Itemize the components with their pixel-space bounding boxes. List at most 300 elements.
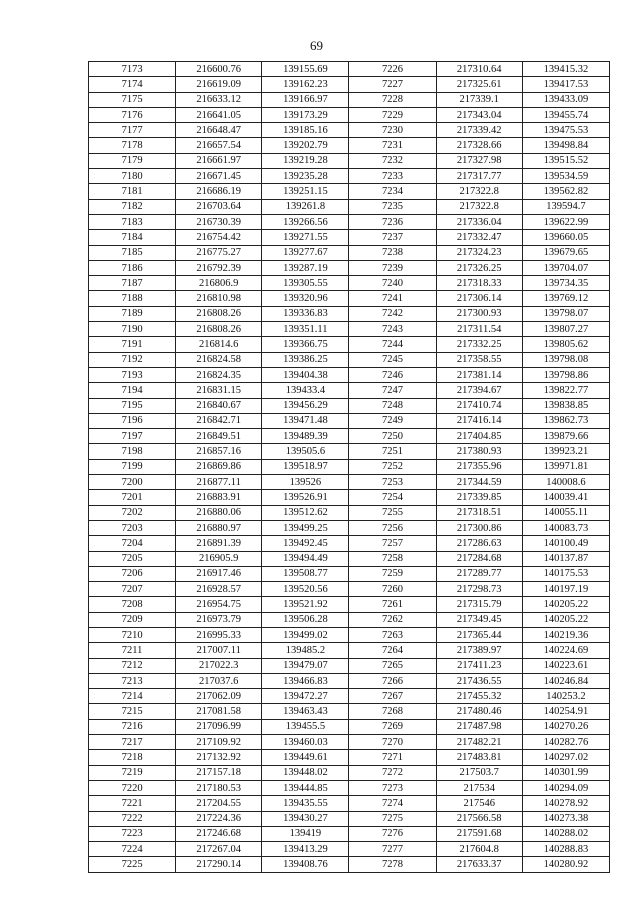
point-number-cell: 7222 bbox=[89, 811, 176, 826]
y-coordinate-cell: 140273.38 bbox=[522, 811, 609, 826]
point-number-cell: 7226 bbox=[349, 62, 436, 77]
y-coordinate-cell: 139526 bbox=[262, 475, 349, 490]
y-coordinate-cell: 139433.09 bbox=[522, 92, 609, 107]
table-row bbox=[89, 306, 610, 321]
y-coordinate-cell: 139466.83 bbox=[262, 673, 349, 688]
x-coordinate-cell: 217455.32 bbox=[436, 689, 522, 704]
table-row bbox=[89, 765, 610, 780]
x-coordinate-cell: 217411.23 bbox=[436, 658, 522, 673]
point-number-cell: 7225 bbox=[89, 857, 176, 872]
point-number-cell: 7233 bbox=[349, 169, 436, 184]
y-coordinate-cell: 140288.02 bbox=[522, 826, 609, 841]
point-number-cell: 7196 bbox=[89, 413, 176, 428]
x-coordinate-cell: 217204.55 bbox=[176, 796, 262, 811]
point-number-cell: 7230 bbox=[349, 123, 436, 138]
y-coordinate-cell: 139862.73 bbox=[522, 413, 609, 428]
point-number-cell: 7278 bbox=[349, 857, 436, 872]
y-coordinate-cell: 139404.38 bbox=[262, 367, 349, 382]
table-row bbox=[89, 627, 610, 642]
y-coordinate-cell: 139455.5 bbox=[262, 719, 349, 734]
y-coordinate-cell: 140253.2 bbox=[522, 689, 609, 704]
x-coordinate-cell: 216883.91 bbox=[176, 490, 262, 505]
y-coordinate-cell: 139505.6 bbox=[262, 444, 349, 459]
point-number-cell: 7176 bbox=[89, 107, 176, 122]
point-number-cell: 7210 bbox=[89, 627, 176, 642]
y-coordinate-cell: 140224.69 bbox=[522, 643, 609, 658]
point-number-cell: 7275 bbox=[349, 811, 436, 826]
y-coordinate-cell: 140137.87 bbox=[522, 551, 609, 566]
x-coordinate-cell: 216869.86 bbox=[176, 459, 262, 474]
point-number-cell: 7259 bbox=[349, 566, 436, 581]
table-row bbox=[89, 383, 610, 398]
point-number-cell: 7189 bbox=[89, 306, 176, 321]
point-number-cell: 7215 bbox=[89, 704, 176, 719]
y-coordinate-cell: 139162.23 bbox=[262, 77, 349, 92]
y-coordinate-cell: 139515.52 bbox=[522, 153, 609, 168]
y-coordinate-cell: 139499.02 bbox=[262, 627, 349, 642]
y-coordinate-cell: 139471.48 bbox=[262, 413, 349, 428]
point-number-cell: 7244 bbox=[349, 337, 436, 352]
x-coordinate-cell: 216808.26 bbox=[176, 322, 262, 337]
table-row bbox=[89, 398, 610, 413]
table-row bbox=[89, 322, 610, 337]
x-coordinate-cell: 217416.14 bbox=[436, 413, 522, 428]
point-number-cell: 7228 bbox=[349, 92, 436, 107]
table-row bbox=[89, 184, 610, 199]
point-number-cell: 7256 bbox=[349, 520, 436, 535]
point-number-cell: 7266 bbox=[349, 673, 436, 688]
point-number-cell: 7252 bbox=[349, 459, 436, 474]
y-coordinate-cell: 139660.05 bbox=[522, 230, 609, 245]
x-coordinate-cell: 217436.55 bbox=[436, 673, 522, 688]
point-number-cell: 7178 bbox=[89, 138, 176, 153]
point-number-cell: 7194 bbox=[89, 383, 176, 398]
y-coordinate-cell: 139971.81 bbox=[522, 459, 609, 474]
y-coordinate-cell: 139479.07 bbox=[262, 658, 349, 673]
x-coordinate-cell: 217322.8 bbox=[436, 199, 522, 214]
table-row bbox=[89, 62, 610, 77]
y-coordinate-cell: 139336.83 bbox=[262, 306, 349, 321]
x-coordinate-cell: 217604.8 bbox=[436, 842, 522, 857]
y-coordinate-cell: 139734.35 bbox=[522, 276, 609, 291]
y-coordinate-cell: 139415.32 bbox=[522, 62, 609, 77]
x-coordinate-cell: 217394.67 bbox=[436, 383, 522, 398]
x-coordinate-cell: 217381.14 bbox=[436, 367, 522, 382]
x-coordinate-cell: 216754.42 bbox=[176, 230, 262, 245]
table-row bbox=[89, 199, 610, 214]
table-row bbox=[89, 337, 610, 352]
table-row bbox=[89, 444, 610, 459]
y-coordinate-cell: 139506.28 bbox=[262, 612, 349, 627]
x-coordinate-cell: 217322.8 bbox=[436, 184, 522, 199]
point-number-cell: 7224 bbox=[89, 842, 176, 857]
x-coordinate-cell: 217389.97 bbox=[436, 643, 522, 658]
x-coordinate-cell: 217482.21 bbox=[436, 735, 522, 750]
table-row bbox=[89, 214, 610, 229]
x-coordinate-cell: 217298.73 bbox=[436, 582, 522, 597]
point-number-cell: 7200 bbox=[89, 475, 176, 490]
y-coordinate-cell: 140280.92 bbox=[522, 857, 609, 872]
point-number-cell: 7185 bbox=[89, 245, 176, 260]
table-row bbox=[89, 643, 610, 658]
x-coordinate-cell: 216806.9 bbox=[176, 276, 262, 291]
x-coordinate-cell: 217037.6 bbox=[176, 673, 262, 688]
x-coordinate-cell: 217332.47 bbox=[436, 230, 522, 245]
x-coordinate-cell: 216792.39 bbox=[176, 260, 262, 275]
x-coordinate-cell: 216619.09 bbox=[176, 77, 262, 92]
point-number-cell: 7197 bbox=[89, 429, 176, 444]
x-coordinate-cell: 217286.63 bbox=[436, 536, 522, 551]
y-coordinate-cell: 139408.76 bbox=[262, 857, 349, 872]
point-number-cell: 7231 bbox=[349, 138, 436, 153]
y-coordinate-cell: 139499.25 bbox=[262, 520, 349, 535]
x-coordinate-cell: 216657.54 bbox=[176, 138, 262, 153]
y-coordinate-cell: 140301.99 bbox=[522, 765, 609, 780]
x-coordinate-cell: 217180.53 bbox=[176, 780, 262, 795]
x-coordinate-cell: 217300.86 bbox=[436, 520, 522, 535]
x-coordinate-cell: 217306.14 bbox=[436, 291, 522, 306]
table-row bbox=[89, 77, 610, 92]
x-coordinate-cell: 216703.64 bbox=[176, 199, 262, 214]
point-number-cell: 7263 bbox=[349, 627, 436, 642]
point-number-cell: 7271 bbox=[349, 750, 436, 765]
y-coordinate-cell: 140219.36 bbox=[522, 627, 609, 642]
table-row bbox=[89, 92, 610, 107]
x-coordinate-cell: 216633.12 bbox=[176, 92, 262, 107]
x-coordinate-cell: 216840.67 bbox=[176, 398, 262, 413]
x-coordinate-cell: 216600.76 bbox=[176, 62, 262, 77]
y-coordinate-cell: 139251.15 bbox=[262, 184, 349, 199]
table-row bbox=[89, 153, 610, 168]
point-number-cell: 7192 bbox=[89, 352, 176, 367]
point-number-cell: 7182 bbox=[89, 199, 176, 214]
point-number-cell: 7190 bbox=[89, 322, 176, 337]
y-coordinate-cell: 139526.91 bbox=[262, 490, 349, 505]
x-coordinate-cell: 217332.25 bbox=[436, 337, 522, 352]
y-coordinate-cell: 139798.86 bbox=[522, 367, 609, 382]
point-number-cell: 7235 bbox=[349, 199, 436, 214]
y-coordinate-cell: 139562.82 bbox=[522, 184, 609, 199]
y-coordinate-cell: 140100.49 bbox=[522, 536, 609, 551]
x-coordinate-cell: 217404.85 bbox=[436, 429, 522, 444]
x-coordinate-cell: 217566.58 bbox=[436, 811, 522, 826]
table-row bbox=[89, 291, 610, 306]
x-coordinate-cell: 217633.37 bbox=[436, 857, 522, 872]
x-coordinate-cell: 217343.04 bbox=[436, 107, 522, 122]
table-row bbox=[89, 475, 610, 490]
table-row bbox=[89, 811, 610, 826]
y-coordinate-cell: 139444.85 bbox=[262, 780, 349, 795]
point-number-cell: 7254 bbox=[349, 490, 436, 505]
table-row bbox=[89, 750, 610, 765]
table-row bbox=[89, 796, 610, 811]
x-coordinate-cell: 217311.54 bbox=[436, 322, 522, 337]
point-number-cell: 7251 bbox=[349, 444, 436, 459]
x-coordinate-cell: 217325.61 bbox=[436, 77, 522, 92]
y-coordinate-cell: 140205.22 bbox=[522, 597, 609, 612]
y-coordinate-cell: 139219.28 bbox=[262, 153, 349, 168]
table-row bbox=[89, 719, 610, 734]
x-coordinate-cell: 217336.04 bbox=[436, 214, 522, 229]
y-coordinate-cell: 139185.16 bbox=[262, 123, 349, 138]
y-coordinate-cell: 139430.27 bbox=[262, 811, 349, 826]
table-row bbox=[89, 276, 610, 291]
x-coordinate-cell: 217081.58 bbox=[176, 704, 262, 719]
point-number-cell: 7216 bbox=[89, 719, 176, 734]
x-coordinate-cell: 216905.9 bbox=[176, 551, 262, 566]
y-coordinate-cell: 139448.02 bbox=[262, 765, 349, 780]
table-row bbox=[89, 597, 610, 612]
x-coordinate-cell: 216928.57 bbox=[176, 582, 262, 597]
point-number-cell: 7273 bbox=[349, 780, 436, 795]
y-coordinate-cell: 140039.41 bbox=[522, 490, 609, 505]
y-coordinate-cell: 139518.97 bbox=[262, 459, 349, 474]
y-coordinate-cell: 139261.8 bbox=[262, 199, 349, 214]
y-coordinate-cell: 140175.53 bbox=[522, 566, 609, 581]
y-coordinate-cell: 139822.77 bbox=[522, 383, 609, 398]
table-row bbox=[89, 138, 610, 153]
point-number-cell: 7240 bbox=[349, 276, 436, 291]
y-coordinate-cell: 139351.11 bbox=[262, 322, 349, 337]
x-coordinate-cell: 216808.26 bbox=[176, 306, 262, 321]
y-coordinate-cell: 139166.97 bbox=[262, 92, 349, 107]
y-coordinate-cell: 140083.73 bbox=[522, 520, 609, 535]
table-row bbox=[89, 673, 610, 688]
x-coordinate-cell: 217534 bbox=[436, 780, 522, 795]
table-row bbox=[89, 490, 610, 505]
table-row bbox=[89, 429, 610, 444]
y-coordinate-cell: 139271.55 bbox=[262, 230, 349, 245]
table-row bbox=[89, 123, 610, 138]
table-row bbox=[89, 704, 610, 719]
y-coordinate-cell: 139838.85 bbox=[522, 398, 609, 413]
point-number-cell: 7186 bbox=[89, 260, 176, 275]
coordinates-table bbox=[88, 61, 610, 873]
point-number-cell: 7204 bbox=[89, 536, 176, 551]
table-row bbox=[89, 582, 610, 597]
x-coordinate-cell: 216917.46 bbox=[176, 566, 262, 581]
x-coordinate-cell: 217062.09 bbox=[176, 689, 262, 704]
x-coordinate-cell: 217246.68 bbox=[176, 826, 262, 841]
table-row bbox=[89, 413, 610, 428]
point-number-cell: 7208 bbox=[89, 597, 176, 612]
y-coordinate-cell: 139413.29 bbox=[262, 842, 349, 857]
page-number: 69 bbox=[310, 38, 323, 53]
point-number-cell: 7213 bbox=[89, 673, 176, 688]
point-number-cell: 7198 bbox=[89, 444, 176, 459]
x-coordinate-cell: 217327.98 bbox=[436, 153, 522, 168]
point-number-cell: 7187 bbox=[89, 276, 176, 291]
point-number-cell: 7219 bbox=[89, 765, 176, 780]
x-coordinate-cell: 216973.79 bbox=[176, 612, 262, 627]
point-number-cell: 7253 bbox=[349, 475, 436, 490]
y-coordinate-cell: 140055.11 bbox=[522, 505, 609, 520]
x-coordinate-cell: 217339.85 bbox=[436, 490, 522, 505]
x-coordinate-cell: 217096.99 bbox=[176, 719, 262, 734]
point-number-cell: 7255 bbox=[349, 505, 436, 520]
table-row bbox=[89, 245, 610, 260]
table-row bbox=[89, 520, 610, 535]
point-number-cell: 7181 bbox=[89, 184, 176, 199]
x-coordinate-cell: 216824.35 bbox=[176, 367, 262, 382]
table-row bbox=[89, 352, 610, 367]
point-number-cell: 7193 bbox=[89, 367, 176, 382]
x-coordinate-cell: 217358.55 bbox=[436, 352, 522, 367]
point-number-cell: 7183 bbox=[89, 214, 176, 229]
x-coordinate-cell: 216891.39 bbox=[176, 536, 262, 551]
table-row bbox=[89, 459, 610, 474]
y-coordinate-cell: 139805.62 bbox=[522, 337, 609, 352]
point-number-cell: 7229 bbox=[349, 107, 436, 122]
x-coordinate-cell: 217284.68 bbox=[436, 551, 522, 566]
y-coordinate-cell: 139277.67 bbox=[262, 245, 349, 260]
y-coordinate-cell: 140297.02 bbox=[522, 750, 609, 765]
x-coordinate-cell: 216995.33 bbox=[176, 627, 262, 642]
table-row bbox=[89, 857, 610, 872]
y-coordinate-cell: 139521.92 bbox=[262, 597, 349, 612]
point-number-cell: 7223 bbox=[89, 826, 176, 841]
y-coordinate-cell: 139534.59 bbox=[522, 169, 609, 184]
point-number-cell: 7191 bbox=[89, 337, 176, 352]
point-number-cell: 7195 bbox=[89, 398, 176, 413]
x-coordinate-cell: 217022.3 bbox=[176, 658, 262, 673]
y-coordinate-cell: 140278.92 bbox=[522, 796, 609, 811]
point-number-cell: 7209 bbox=[89, 612, 176, 627]
x-coordinate-cell: 216648.47 bbox=[176, 123, 262, 138]
point-number-cell: 7188 bbox=[89, 291, 176, 306]
x-coordinate-cell: 216810.98 bbox=[176, 291, 262, 306]
y-coordinate-cell: 139463.43 bbox=[262, 704, 349, 719]
table-row bbox=[89, 826, 610, 841]
y-coordinate-cell: 139492.45 bbox=[262, 536, 349, 551]
y-coordinate-cell: 139508.77 bbox=[262, 566, 349, 581]
y-coordinate-cell: 139475.53 bbox=[522, 123, 609, 138]
y-coordinate-cell: 139472.27 bbox=[262, 689, 349, 704]
x-coordinate-cell: 217132.92 bbox=[176, 750, 262, 765]
x-coordinate-cell: 217328.66 bbox=[436, 138, 522, 153]
x-coordinate-cell: 216824.58 bbox=[176, 352, 262, 367]
point-number-cell: 7218 bbox=[89, 750, 176, 765]
y-coordinate-cell: 139456.29 bbox=[262, 398, 349, 413]
x-coordinate-cell: 217380.93 bbox=[436, 444, 522, 459]
y-coordinate-cell: 139455.74 bbox=[522, 107, 609, 122]
point-number-cell: 7276 bbox=[349, 826, 436, 841]
y-coordinate-cell: 140254.91 bbox=[522, 704, 609, 719]
y-coordinate-cell: 139433.4 bbox=[262, 383, 349, 398]
x-coordinate-cell: 217344.59 bbox=[436, 475, 522, 490]
x-coordinate-cell: 217289.77 bbox=[436, 566, 522, 581]
x-coordinate-cell: 216842.71 bbox=[176, 413, 262, 428]
table-row bbox=[89, 735, 610, 750]
x-coordinate-cell: 216849.51 bbox=[176, 429, 262, 444]
y-coordinate-cell: 139512.62 bbox=[262, 505, 349, 520]
x-coordinate-cell: 216880.06 bbox=[176, 505, 262, 520]
point-number-cell: 7211 bbox=[89, 643, 176, 658]
y-coordinate-cell: 139417.53 bbox=[522, 77, 609, 92]
point-number-cell: 7265 bbox=[349, 658, 436, 673]
point-number-cell: 7205 bbox=[89, 551, 176, 566]
table-row bbox=[89, 260, 610, 275]
table-row bbox=[89, 536, 610, 551]
x-coordinate-cell: 217224.36 bbox=[176, 811, 262, 826]
x-coordinate-cell: 217109.92 bbox=[176, 735, 262, 750]
x-coordinate-cell: 217591.68 bbox=[436, 826, 522, 841]
point-number-cell: 7220 bbox=[89, 780, 176, 795]
y-coordinate-cell: 139769.12 bbox=[522, 291, 609, 306]
x-coordinate-cell: 217410.74 bbox=[436, 398, 522, 413]
point-number-cell: 7243 bbox=[349, 322, 436, 337]
x-coordinate-cell: 216671.45 bbox=[176, 169, 262, 184]
table-row bbox=[89, 780, 610, 795]
point-number-cell: 7272 bbox=[349, 765, 436, 780]
table-row bbox=[89, 230, 610, 245]
x-coordinate-cell: 216857.16 bbox=[176, 444, 262, 459]
point-number-cell: 7203 bbox=[89, 520, 176, 535]
x-coordinate-cell: 217326.25 bbox=[436, 260, 522, 275]
point-number-cell: 7270 bbox=[349, 735, 436, 750]
y-coordinate-cell: 139460.03 bbox=[262, 735, 349, 750]
point-number-cell: 7234 bbox=[349, 184, 436, 199]
point-number-cell: 7268 bbox=[349, 704, 436, 719]
y-coordinate-cell: 140197.19 bbox=[522, 582, 609, 597]
table-row bbox=[89, 367, 610, 382]
x-coordinate-cell: 217300.93 bbox=[436, 306, 522, 321]
point-number-cell: 7232 bbox=[349, 153, 436, 168]
point-number-cell: 7221 bbox=[89, 796, 176, 811]
x-coordinate-cell: 217487.98 bbox=[436, 719, 522, 734]
x-coordinate-cell: 216661.97 bbox=[176, 153, 262, 168]
y-coordinate-cell: 139305.55 bbox=[262, 276, 349, 291]
point-number-cell: 7257 bbox=[349, 536, 436, 551]
point-number-cell: 7241 bbox=[349, 291, 436, 306]
x-coordinate-cell: 216775.27 bbox=[176, 245, 262, 260]
point-number-cell: 7260 bbox=[349, 582, 436, 597]
y-coordinate-cell: 139155.69 bbox=[262, 62, 349, 77]
y-coordinate-cell: 139320.96 bbox=[262, 291, 349, 306]
point-number-cell: 7174 bbox=[89, 77, 176, 92]
x-coordinate-cell: 217318.33 bbox=[436, 276, 522, 291]
y-coordinate-cell: 139704.07 bbox=[522, 260, 609, 275]
x-coordinate-cell: 216730.39 bbox=[176, 214, 262, 229]
y-coordinate-cell: 140294.09 bbox=[522, 780, 609, 795]
y-coordinate-cell: 140288.83 bbox=[522, 842, 609, 857]
point-number-cell: 7261 bbox=[349, 597, 436, 612]
x-coordinate-cell: 216954.75 bbox=[176, 597, 262, 612]
x-coordinate-cell: 217324.23 bbox=[436, 245, 522, 260]
x-coordinate-cell: 216641.05 bbox=[176, 107, 262, 122]
y-coordinate-cell: 139494.49 bbox=[262, 551, 349, 566]
y-coordinate-cell: 139366.75 bbox=[262, 337, 349, 352]
x-coordinate-cell: 217339.42 bbox=[436, 123, 522, 138]
y-coordinate-cell: 140205.22 bbox=[522, 612, 609, 627]
x-coordinate-cell: 217315.79 bbox=[436, 597, 522, 612]
point-number-cell: 7206 bbox=[89, 566, 176, 581]
table-row bbox=[89, 842, 610, 857]
x-coordinate-cell: 217349.45 bbox=[436, 612, 522, 627]
x-coordinate-cell: 217318.51 bbox=[436, 505, 522, 520]
point-number-cell: 7199 bbox=[89, 459, 176, 474]
table-row bbox=[89, 689, 610, 704]
point-number-cell: 7177 bbox=[89, 123, 176, 138]
y-coordinate-cell: 139923.21 bbox=[522, 444, 609, 459]
x-coordinate-cell: 217267.04 bbox=[176, 842, 262, 857]
table-row bbox=[89, 612, 610, 627]
y-coordinate-cell: 139498.84 bbox=[522, 138, 609, 153]
y-coordinate-cell: 139202.79 bbox=[262, 138, 349, 153]
table-row bbox=[89, 551, 610, 566]
y-coordinate-cell: 139594.7 bbox=[522, 199, 609, 214]
y-coordinate-cell: 139235.28 bbox=[262, 169, 349, 184]
